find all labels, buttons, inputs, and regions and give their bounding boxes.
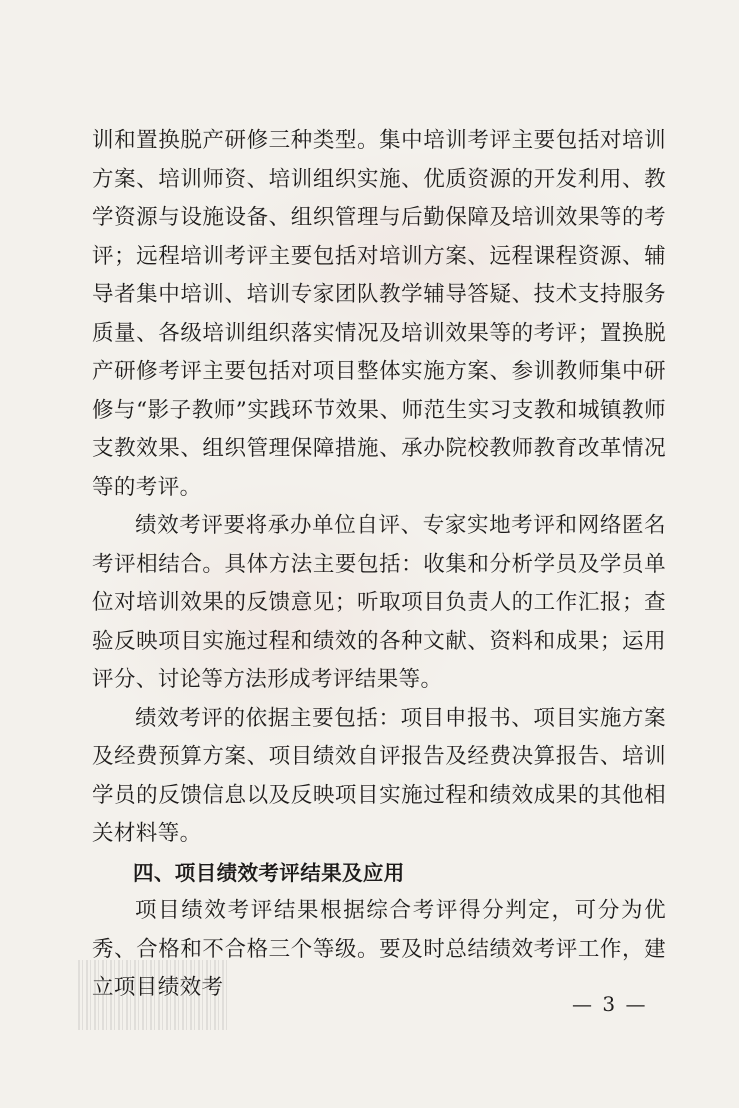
paragraph-evaluation-methods: 绩效考评要将承办单位自评、专家实地考评和网络匿名考评相结合。具体方法主要包括：收集和分析学员及学员单位对培训效果的反馈意见；听取项目负责人的工作汇报；查验反映项目实施过程和绩效的各种文献、资料和成果；运用评分、讨论等方法形成考评结果等。 [92,513,666,692]
page-number: — 3 — [572,992,648,1016]
section-heading: 四、项目绩效考评结果及应用 [133,860,405,885]
paragraph-evaluation-basis: 绩效考评的依据主要包括：项目申报书、项目实施方案及经费预算方案、项目绩效自评报告及经费决算报告、培训学员的反馈信息以及反映项目实施过程和绩效成果的其他相关材料等。 [92,705,666,846]
paragraph-continued: 训和置换脱产研修三种类型。集中培训考评主要包括对培训方案、培训师资、培训组织实施、优质资源的开发利用、教学资源与设施设备、组织管理与后勤保障及培训效果等的考评；远程培训考评主要包括对培训方案、远程课程资源、辅导者集中培训、培训专家团队教学辅导答疑、技术支持服务质量、各级培训组织落实情况及培训效果等的考评；置换脱产研修考评主要包括对项目整体实施方案、参训教师集中研修与“影子教师”实践环节效果、师范生实习支教和城镇教师支教效果、组织管理保障措施、承办院校教师教育改革情况等的考评。 [92,128,666,500]
document-body [92,122,666,1008]
paragraph-results: 项目绩效考评结果根据综合考评得分判定，可分为优秀、合格和不合格三个等级。要及时总结绩效考评工作，建立项目绩效考 [92,898,666,1000]
